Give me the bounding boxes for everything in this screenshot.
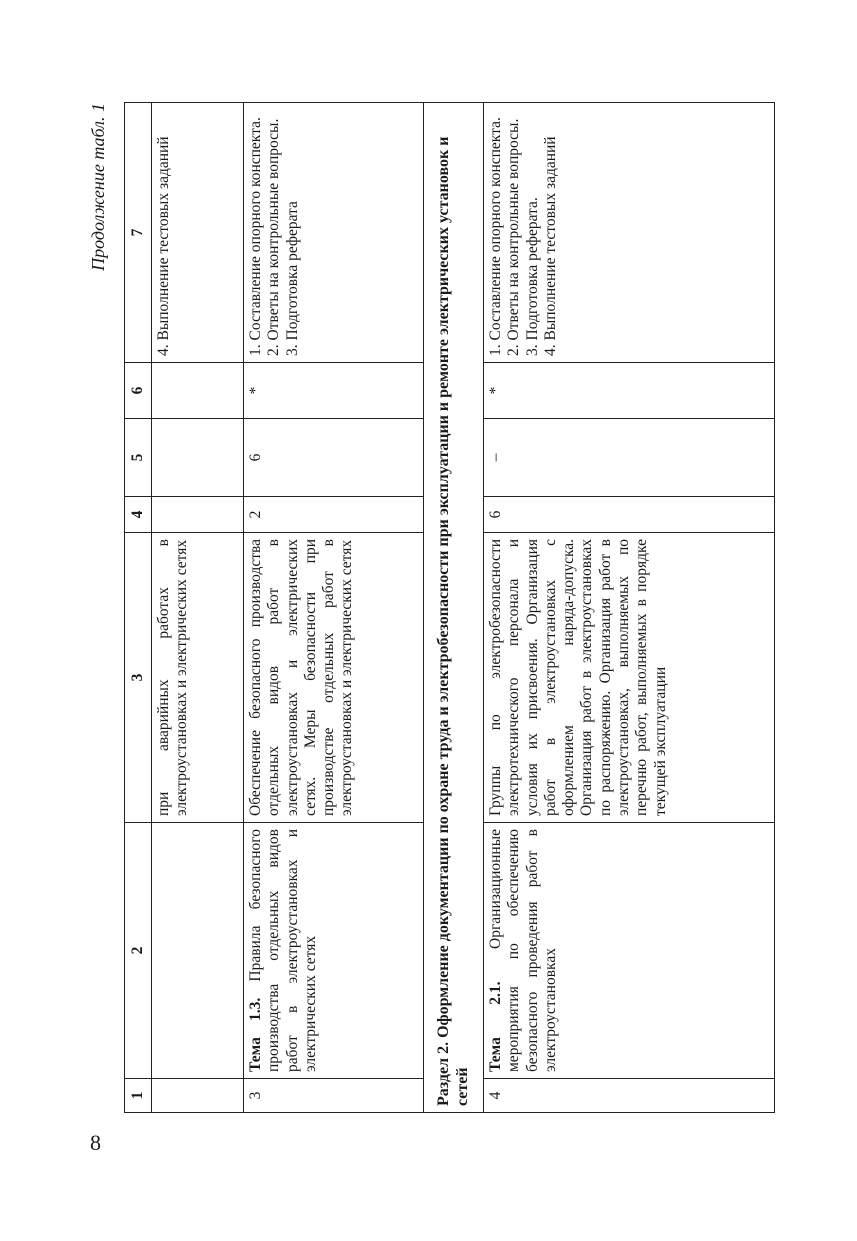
row3-tasks bbox=[484, 103, 775, 363]
row3-topic bbox=[484, 823, 775, 1079]
row1-mark bbox=[152, 363, 244, 419]
row2-task-item: 2. Ответы на контрольные вопросы. bbox=[265, 118, 283, 356]
section-2-heading: Раздел 2. Оформление документации по охране труда и электробезопасности при эксплуатации и ремонте электрических установок и сетей bbox=[424, 103, 484, 1113]
row2-task-item: 3. Подготовка реферата bbox=[283, 201, 301, 356]
continuation-caption: Продолжение табл. 1 bbox=[88, 103, 108, 271]
row3-practice-hours: – bbox=[484, 419, 775, 497]
header-col-2: 2 bbox=[125, 823, 152, 1079]
row1-hours bbox=[152, 497, 244, 533]
row2-practice-hours: 6 bbox=[244, 419, 424, 497]
header-col-1: 1 bbox=[125, 1079, 152, 1113]
row3-task-item: 3. Подготовка реферата. bbox=[523, 197, 541, 356]
row3-topic-text: Организационные мероприятия по обеспечению безопасного проведения работ в электроустановках bbox=[487, 829, 559, 1072]
row2-topic-title: Тема 1.3. bbox=[247, 997, 264, 1072]
row3-hours: 6 bbox=[484, 497, 775, 533]
row3-task-item: 4. Выполнение тестовых заданий bbox=[541, 136, 559, 356]
header-col-7: 7 bbox=[125, 103, 152, 363]
row2-mark: * bbox=[244, 363, 424, 419]
row2-task-item: 1. Составление опорного конспекта. bbox=[247, 117, 264, 356]
row1-content: при аварийных работах в электроустановках и электрических сетях bbox=[152, 533, 244, 823]
row1-topic bbox=[152, 823, 244, 1079]
row2-hours: 2 bbox=[244, 497, 424, 533]
row1-practice-hours bbox=[152, 419, 244, 497]
row2-number: 3 bbox=[244, 1079, 424, 1113]
table-row bbox=[244, 103, 424, 1113]
rotated-table-frame bbox=[88, 103, 774, 1113]
topics-table bbox=[124, 102, 775, 1113]
row2-topic-text: Правила безопасного производства отдельных видов работ в электроустановках и электрических сетях bbox=[247, 829, 319, 1072]
row2-tasks bbox=[244, 103, 424, 363]
header-col-6: 6 bbox=[125, 363, 152, 419]
row3-task-item: 1. Составление опорного конспекта. bbox=[487, 117, 504, 356]
row3-content: Группы по электробезопасности электротехнического персонала и условия их присвоения. Организация работ в электроустановках с оформлением наряда-допуска. Организация работ в электроустановках по распоряжению. Организация работ в электроустановках, выполняемых по перечню работ, выполняемых в порядке текущей эксплуатации bbox=[484, 533, 775, 823]
row2-content: Обеспечение безопасного производства отдельных видов работ в электроустановках и электрических сетях. Меры безопасности при производстве отдельных работ в электроустановках и электрических сетях bbox=[244, 533, 424, 823]
table-header-row bbox=[125, 103, 152, 1113]
header-col-5: 5 bbox=[125, 419, 152, 497]
row2-topic bbox=[244, 823, 424, 1079]
row3-number: 4 bbox=[484, 1079, 775, 1113]
table-row bbox=[152, 103, 244, 1113]
row3-mark: * bbox=[484, 363, 775, 419]
page-number: 8 bbox=[90, 1130, 101, 1155]
row3-topic-title: Тема 2.1. bbox=[487, 981, 504, 1072]
row1-tasks: 4. Выполнение тестовых заданий bbox=[152, 103, 244, 363]
header-col-4: 4 bbox=[125, 497, 152, 533]
row1-number bbox=[152, 1079, 244, 1113]
row3-task-item: 2. Ответы на контрольные вопросы. bbox=[505, 118, 523, 356]
header-col-3: 3 bbox=[125, 533, 152, 823]
table-row bbox=[484, 103, 775, 1113]
section-row bbox=[424, 103, 484, 1113]
